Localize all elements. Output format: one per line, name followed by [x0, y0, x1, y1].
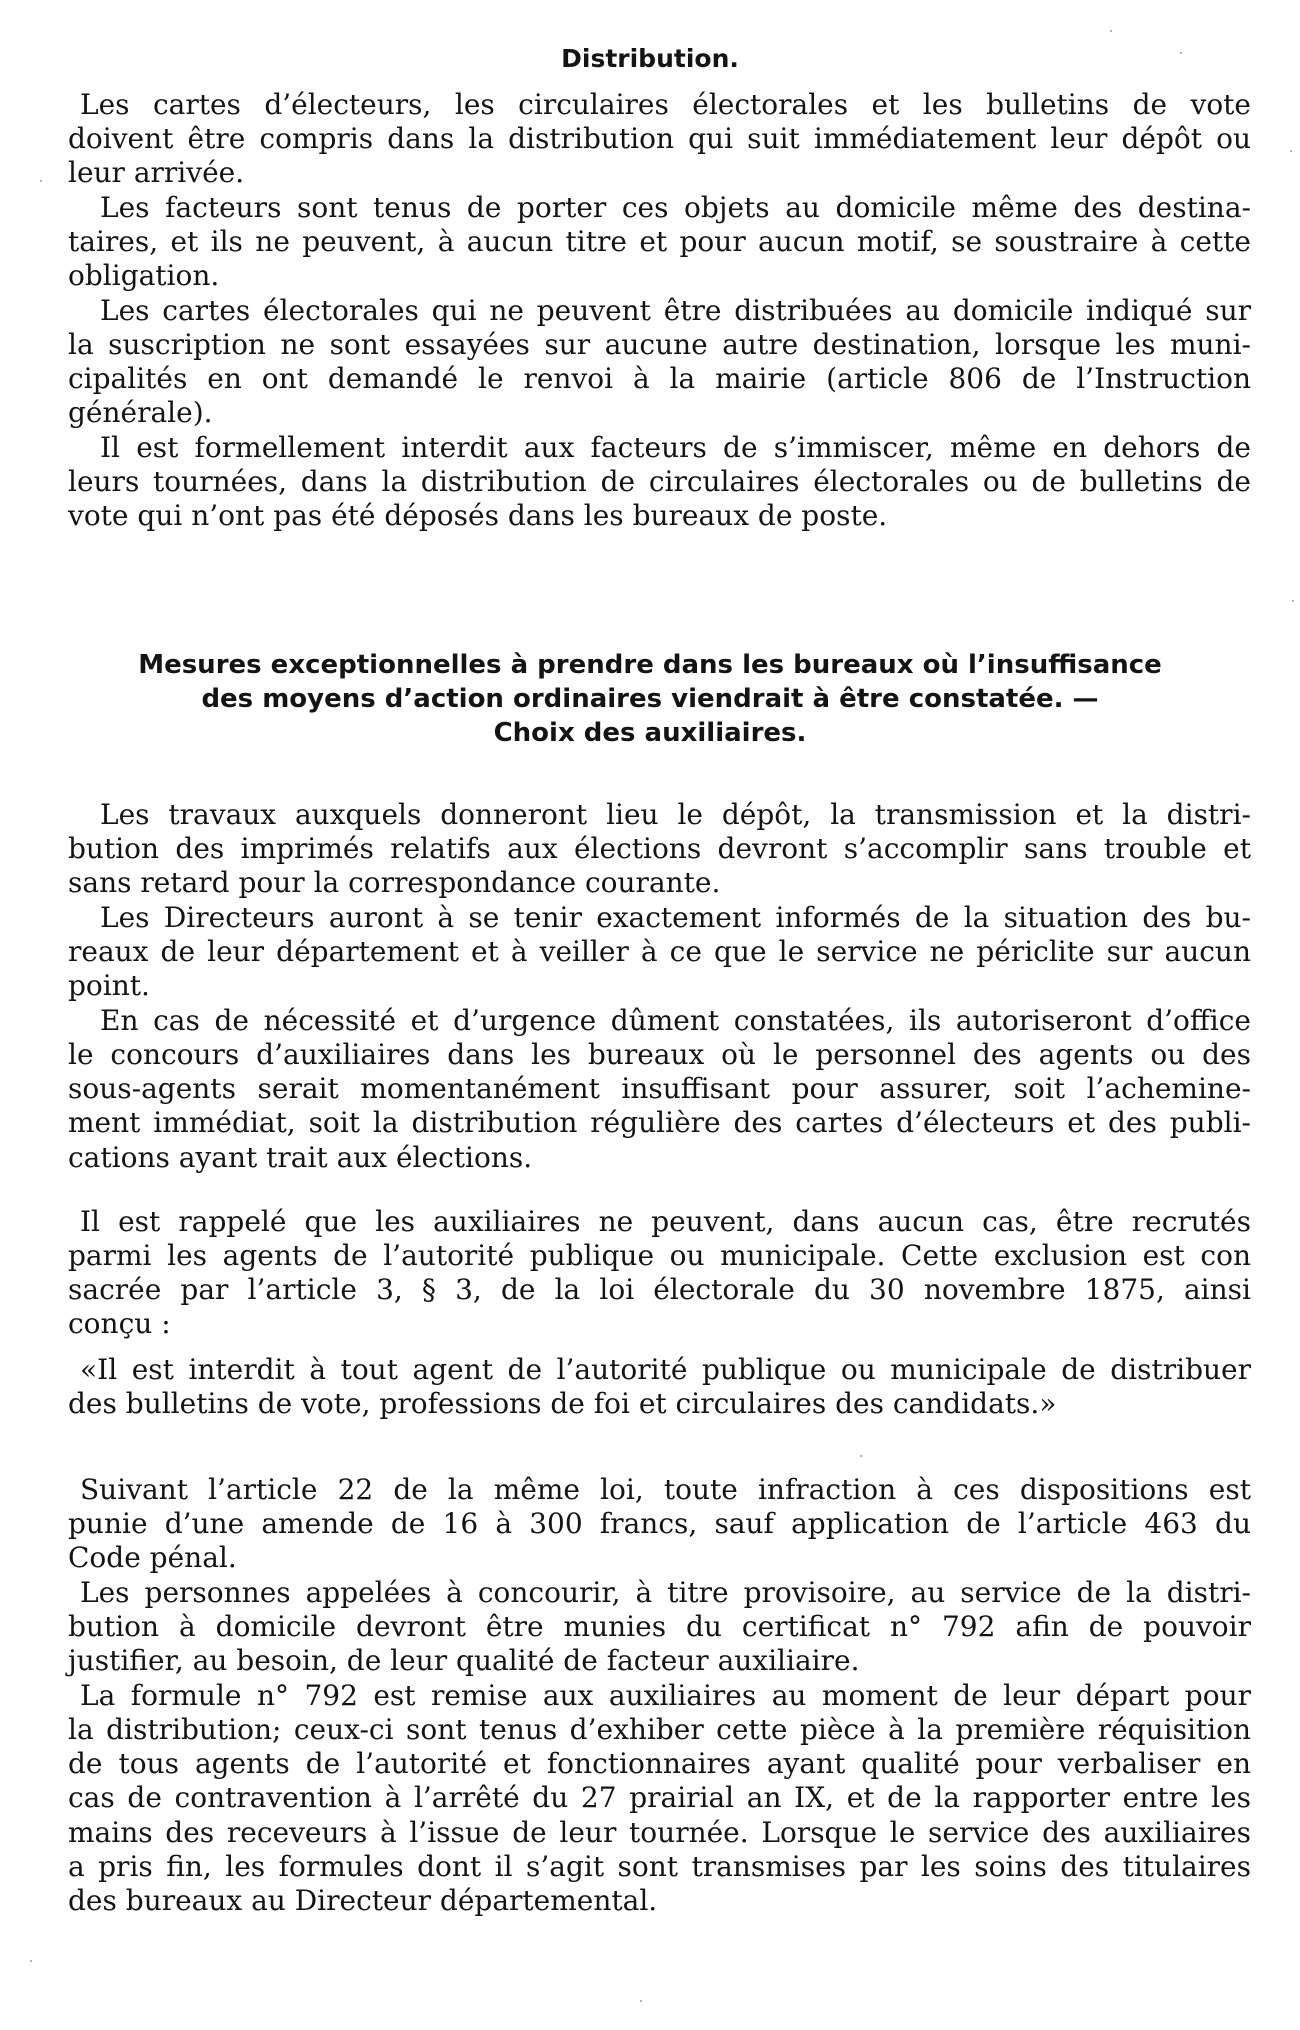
scan-speck: [860, 1455, 862, 1457]
text-line: vote qui n’ont pas été déposés dans les bureaux de poste.: [68, 499, 888, 532]
text-line: Il est formellement interdit aux facteurs de s’immiscer, même en dehors de: [100, 431, 1251, 464]
text-line: générale).: [68, 396, 213, 429]
text-line: sans retard pour la correspondance courante.: [68, 866, 721, 899]
text-line: Les cartes électorales qui ne peuvent être distribuées au domicile indiqué sur: [100, 294, 1251, 327]
quote-line: des bulletins de vote, professions de foi et circulaires des candidats.»: [68, 1387, 1057, 1420]
section-title-line: Mesures exceptionnelles à prendre dans les bureaux où l’insuffisance: [138, 650, 1162, 680]
text-line: cations ayant trait aux élections.: [68, 1141, 533, 1174]
text-line: Les facteurs sont tenus de porter ces objets au domicile même des destina-: [100, 191, 1251, 224]
scan-speck: [1290, 150, 1292, 152]
text-line: point.: [68, 969, 150, 1002]
text-line: obligation.: [68, 259, 220, 292]
section-title-line: des moyens d’action ordinaires viendrait à être constatée. —: [201, 684, 1099, 714]
text-line: le concours d’auxiliaires dans les bureaux où le personnel des agents ou des: [68, 1038, 1251, 1071]
text-line: Les cartes d’électeurs, les circulaires électorales et les bulletins de vote: [80, 88, 1251, 121]
text-line: conçu :: [68, 1307, 171, 1340]
scan-speck: [40, 180, 42, 182]
scan-speck: [1292, 600, 1294, 602]
text-line: bution à domicile devront être munies du certificat n° 792 afin de pouvoir: [68, 1610, 1251, 1643]
quote-line: «Il est interdit à tout agent de l’autorité publique ou municipale de distribuer: [80, 1353, 1251, 1386]
text-line: parmi les agents de l’autorité publique ou municipale. Cette exclusion est con: [68, 1239, 1251, 1272]
text-line: ment immédiat, soit la distribution régulière des cartes d’électeurs et des publi-: [68, 1106, 1251, 1139]
text-line: bution des imprimés relatifs aux élections devront s’accomplir sans trouble et: [68, 832, 1251, 865]
text-line: Les Directeurs auront à se tenir exactement informés de la situation des bu-: [100, 901, 1251, 934]
text-line: mains des receveurs à l’issue de leur tournée. Lorsque le service des auxiliaires: [68, 1816, 1251, 1849]
text-line: En cas de nécessité et d’urgence dûment constatées, ils autoriseront d’office: [100, 1004, 1251, 1037]
scan-speck: [30, 1960, 32, 1962]
text-line: sacrée par l’article 3, § 3, de la loi électorale du 30 novembre 1875, ainsi: [68, 1273, 1251, 1306]
text-line: cipalités en ont demandé le renvoi à la mairie (article 806 de l’Instruction: [68, 362, 1251, 395]
text-line: Code pénal.: [68, 1541, 237, 1574]
text-line: de tous agents de l’autorité et fonctionnaires ayant qualité pour verbaliser en: [68, 1747, 1251, 1780]
text-line: La formule n° 792 est remise aux auxiliaires au moment de leur départ pour: [80, 1679, 1251, 1712]
text-line: des bureaux au Directeur départemental.: [68, 1884, 658, 1917]
text-line: leurs tournées, dans la distribution de circulaires électorales ou de bulletins de: [68, 465, 1251, 498]
text-line: la distribution; ceux-ci sont tenus d’exhiber cette pièce à la première réquisition: [68, 1713, 1251, 1746]
text-line: sous-agents serait momentanément insuffisant pour assurer, soit l’achemine-: [68, 1072, 1251, 1105]
text-line: punie d’une amende de 16 à 300 francs, sauf application de l’article 463 du: [68, 1507, 1251, 1540]
text-line: Les personnes appelées à concourir, à titre provisoire, au service de la distri-: [80, 1576, 1251, 1609]
text-line: taires, et ils ne peuvent, à aucun titre et pour aucun motif, se soustraire à cette: [68, 225, 1251, 258]
scan-speck: [1180, 52, 1182, 54]
text-line: doivent être compris dans la distribution qui suit immédiatement leur dépôt ou: [68, 122, 1251, 155]
text-line: Il est rappelé que les auxiliaires ne peuvent, dans aucun cas, être recrutés: [80, 1205, 1251, 1238]
text-line: reaux de leur département et à veiller à ce que le service ne périclite sur aucun: [68, 935, 1251, 968]
text-line: Les travaux auxquels donneront lieu le dépôt, la transmission et la distri-: [100, 798, 1251, 831]
text-line: la suscription ne sont essayées sur aucune autre destination, lorsque les muni-: [68, 328, 1251, 361]
text-line: leur arrivée.: [68, 156, 245, 189]
section-title-line: Choix des auxiliaires.: [493, 718, 807, 748]
text-line: justifier, au besoin, de leur qualité de facteur auxiliaire.: [68, 1644, 860, 1677]
text-line: cas de contravention à l’arrêté du 27 prairial an IX, et de la rapporter entre les: [68, 1781, 1251, 1814]
scan-speck: [1110, 30, 1112, 32]
text-line: Suivant l’article 22 de la même loi, toute infraction à ces dispositions est: [80, 1473, 1251, 1506]
scan-speck: [640, 2000, 642, 2002]
text-line: a pris fin, les formules dont il s’agit sont transmises par les soins des titulaires: [68, 1850, 1251, 1883]
section-title-distribution: Distribution.: [561, 44, 739, 73]
